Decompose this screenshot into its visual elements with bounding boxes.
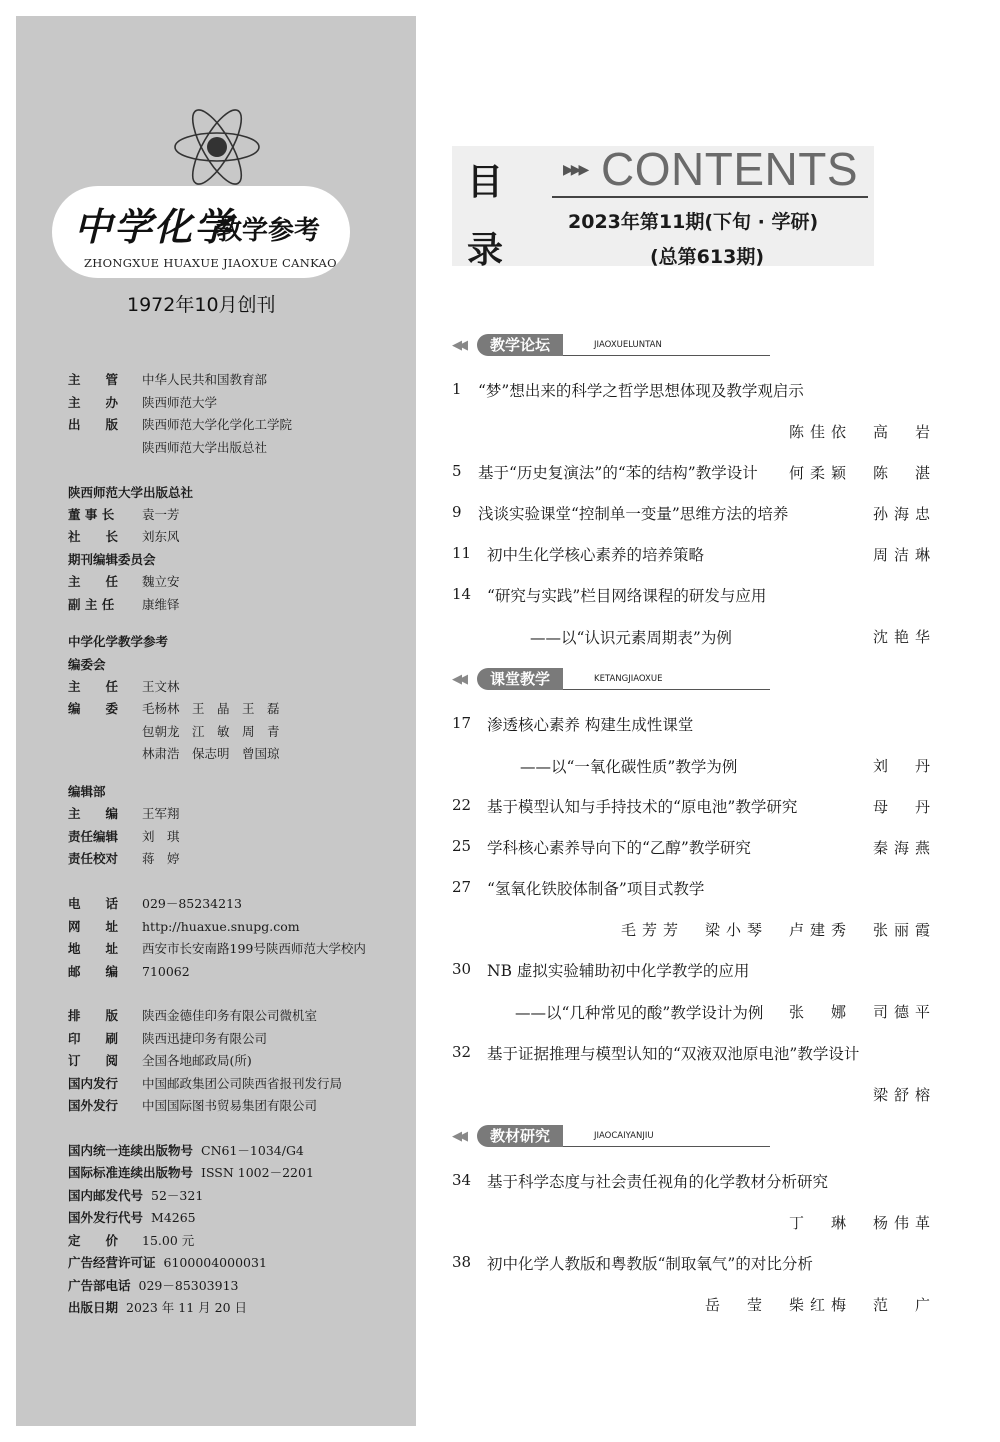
article-subtitle: ——以“几种常见的酸”教学设计为例 — [515, 1004, 764, 1022]
article-title[interactable]: 基于科学态度与社会责任视角的化学教材分析研究 — [487, 1173, 829, 1191]
masthead-row: 社 长 刘东风 — [68, 529, 180, 544]
masthead-row: 主 任 王文林 — [68, 679, 180, 694]
contents-title: CONTENTS — [601, 143, 858, 195]
article-authors: 周洁琳 — [872, 546, 936, 564]
double-arrow-left-icon: ◀◀ — [452, 672, 464, 687]
article-page: 22 — [452, 796, 472, 814]
section-header — [452, 334, 770, 358]
journal-name-cn2: 教学参考 — [216, 216, 321, 246]
journal-name-pinyin: ZHONGXUE HUAXUE JIAOXUE CANKAO — [84, 256, 337, 270]
masthead-row: 责任编辑 刘 琪 — [68, 829, 180, 844]
article-authors: 梁舒榕 — [872, 1086, 936, 1104]
masthead-row: 主 任 魏立安 — [68, 574, 180, 589]
masthead-group-head: 期刊编辑委员会 — [68, 552, 156, 567]
section-rule — [563, 1146, 770, 1147]
mulu-char-1: 目 — [467, 162, 504, 203]
section-title: 课堂教学 — [477, 668, 563, 690]
masthead-group-head: 陕西师范大学出版总社 — [68, 485, 194, 500]
article-authors: 陈佳依 高 岩 — [788, 423, 936, 441]
article-page: 11 — [452, 544, 472, 562]
masthead-row: 网 址 http://huaxue.snupg.com — [68, 919, 300, 934]
masthead-row: 国外发行代号 M4265 — [68, 1210, 196, 1225]
article-page: 17 — [452, 714, 472, 732]
article-authors: 沈艳华 — [872, 628, 936, 646]
double-arrow-left-icon: ◀◀ — [452, 338, 464, 353]
double-arrow-left-icon: ◀◀ — [452, 1129, 464, 1144]
section-pinyin: JIAOXUELUNTAN — [594, 340, 662, 350]
section-rule — [563, 355, 770, 356]
journal-name-cn: 中学化学 — [74, 204, 235, 249]
article-page: 5 — [452, 462, 462, 480]
masthead-row: 主 管 中华人民共和国教育部 — [68, 372, 268, 387]
article-authors: 孙海忠 — [872, 505, 936, 523]
article-page: 1 — [452, 380, 462, 398]
masthead-row: 邮 编 710062 — [68, 964, 190, 979]
article-title[interactable]: 初中化学人教版和粤教版“制取氧气”的对比分析 — [487, 1255, 813, 1273]
masthead-group-head: 编辑部 — [68, 784, 106, 799]
section-pinyin: KETANGJIAOXUE — [594, 674, 663, 684]
article-title[interactable]: 基于模型认知与手持技术的“原电池”教学研究 — [487, 798, 798, 816]
masthead-group-head: 中学化学教学参考 — [68, 634, 169, 649]
article-page: 9 — [452, 503, 462, 521]
article-subtitle: ——以“一氧化碳性质”教学为例 — [520, 758, 738, 776]
masthead-row: 主 办 陕西师范大学 — [68, 395, 218, 410]
article-title[interactable]: 浅谈实验课堂“控制单一变量”思维方法的培养 — [478, 505, 789, 523]
article-authors: 刘 丹 — [872, 757, 936, 775]
masthead-row: 董 事 长 袁一芳 — [68, 507, 180, 522]
article-page: 34 — [452, 1171, 472, 1189]
masthead-row: 广告部电话 029－85303913 — [68, 1278, 239, 1293]
masthead-row: 国外发行 中国国际图书贸易集团有限公司 — [68, 1098, 318, 1113]
article-page: 14 — [452, 585, 472, 603]
article-authors: 丁 琳 杨伟革 — [788, 1214, 936, 1232]
article-title[interactable]: “梦”想出来的科学之哲学思想体现及教学观启示 — [478, 382, 804, 400]
article-title[interactable]: 学科核心素养导向下的“乙醇”教学研究 — [487, 839, 751, 857]
triple-arrow-icon: ▶▶▶ — [563, 162, 587, 178]
masthead-row: 广告经营许可证 6100004000031 — [68, 1255, 267, 1270]
article-title[interactable]: 基于证据推理与模型认知的“双液双池原电池”教学设计 — [487, 1045, 860, 1063]
section-title: 教学论坛 — [477, 334, 563, 356]
article-page: 32 — [452, 1043, 472, 1061]
article-title[interactable]: 初中生化学核心素养的培养策略 — [487, 546, 705, 564]
masthead-row: 地 址 西安市长安南路199号陕西师范大学校内 — [68, 941, 366, 956]
article-page: 38 — [452, 1253, 472, 1271]
article-title[interactable]: “氢氧化铁胶体制备”项目式教学 — [487, 880, 705, 898]
article-title[interactable]: NB 虚拟实验辅助初中化学教学的应用 — [487, 962, 750, 980]
masthead-row: 出 版 陕西师范大学化学化工学院 — [68, 417, 293, 432]
masthead-row: 出版日期 2023 年 11 月 20 日 — [68, 1300, 248, 1315]
section-title: 教材研究 — [477, 1125, 563, 1147]
masthead-row: 责任校对 蒋 婷 — [68, 851, 180, 866]
masthead-row: 国内统一连续出版物号 CN61－1034/G4 — [68, 1143, 304, 1158]
article-authors: 张 娜 司德平 — [788, 1003, 936, 1021]
section-rule — [563, 689, 770, 690]
article-authors: 毛芳芳 梁小琴 卢建秀 张丽霞 — [620, 921, 936, 939]
section-header — [452, 1125, 770, 1149]
section-header — [452, 668, 770, 692]
masthead-row: 国内邮发代号 52－321 — [68, 1188, 204, 1203]
issue-label: 2023年第11期(下旬 · 学研) — [568, 211, 819, 233]
article-title[interactable]: 渗透核心素养 构建生成性课堂 — [487, 716, 694, 734]
article-authors: 何柔颖 陈 湛 — [788, 464, 936, 482]
masthead-row: 订 阅 全国各地邮政局(所) — [68, 1053, 252, 1068]
mulu-char-2: 录 — [467, 230, 504, 271]
masthead-row-cont: 陕西师范大学出版总社 — [142, 440, 268, 455]
section-pinyin: JIAOCAIYANJIU — [594, 1131, 654, 1141]
masthead-row: 印 刷 陕西迅捷印务有限公司 — [68, 1031, 268, 1046]
founded-date: 1972年10月创刊 — [127, 294, 276, 316]
article-page: 30 — [452, 960, 472, 978]
total-issue-label: (总第613期) — [650, 246, 765, 268]
masthead-row: 主 编 王军翔 — [68, 806, 180, 821]
masthead-row: 编 委 毛杨林 王 晶 王 磊 — [68, 701, 280, 716]
masthead-row: 国际标准连续出版物号 ISSN 1002－2201 — [68, 1165, 314, 1180]
masthead-row: 定 价 15.00 元 — [68, 1233, 195, 1248]
masthead-group-head: 编委会 — [68, 657, 106, 672]
article-authors: 母 丹 — [872, 798, 936, 816]
masthead-row-cont: 林肃浩 保志明 曾国琼 — [142, 746, 280, 761]
masthead-row: 电 话 029－85234213 — [68, 896, 242, 911]
article-authors: 岳 莹 柴红梅 范 广 — [704, 1296, 936, 1314]
article-page: 25 — [452, 837, 472, 855]
article-authors: 秦海燕 — [872, 839, 936, 857]
masthead-row: 副 主 任 康维铎 — [68, 597, 180, 612]
article-subtitle: ——以“认识元素周期表”为例 — [530, 629, 732, 647]
masthead-row-cont: 包朝龙 江 敏 周 青 — [142, 724, 280, 739]
contents-underline — [552, 196, 868, 198]
article-title[interactable]: 基于“历史复演法”的“苯的结构”教学设计 — [478, 464, 758, 482]
atom-logo-icon — [172, 102, 262, 192]
masthead-row: 国内发行 中国邮政集团公司陕西省报刊发行局 — [68, 1076, 343, 1091]
masthead-row: 排 版 陕西金德佳印务有限公司微机室 — [68, 1008, 318, 1023]
article-title[interactable]: “研究与实践”栏目网络课程的研发与应用 — [487, 587, 767, 605]
article-page: 27 — [452, 878, 472, 896]
